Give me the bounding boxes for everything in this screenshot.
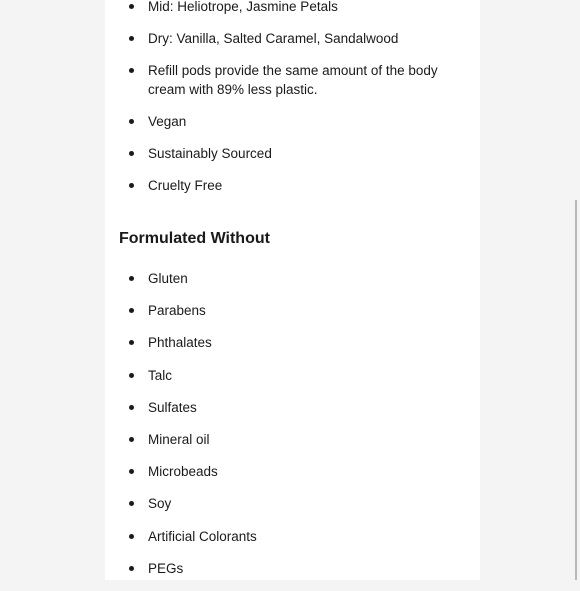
list-item-text: Phthalates (148, 335, 212, 351)
bullet-icon (129, 469, 134, 474)
list-item (148, 112, 463, 131)
list-item-text: Dry: Vanilla, Salted Caramel, Sandalwood (148, 31, 399, 46)
list-item (148, 430, 448, 449)
list-item (148, 559, 448, 578)
list-item (148, 398, 448, 417)
bullet-icon (129, 405, 134, 410)
list-item-text: Vegan (148, 114, 187, 129)
list-item (148, 61, 463, 99)
list-item-text: Soy (148, 496, 172, 512)
list-item-text: Mid: Heliotrope, Jasmine Petals (148, 0, 338, 14)
formulated-without-list (148, 269, 448, 591)
bullet-icon (129, 340, 134, 345)
list-item (148, 527, 448, 546)
list-item-text: PEGs (148, 560, 184, 576)
list-item-text: Mineral oil (148, 431, 210, 447)
list-item (148, 366, 448, 385)
list-item (148, 494, 448, 513)
list-item (148, 269, 448, 288)
bullet-icon (129, 308, 134, 313)
list-item-text: Parabens (148, 303, 206, 319)
section-heading: Formulated Without (119, 230, 270, 247)
list-item-text: Cruelty Free (148, 178, 223, 193)
bullet-icon (129, 4, 134, 9)
list-item (148, 0, 463, 16)
product-notes-list (148, 0, 463, 208)
bullet-icon (129, 119, 134, 124)
bullet-icon (129, 276, 134, 281)
list-item-text: Sustainably Sourced (148, 146, 272, 161)
bullet-icon (129, 151, 134, 156)
bullet-icon (129, 534, 134, 539)
list-item-text: Talc (148, 367, 173, 383)
product-details-panel (105, 0, 480, 580)
list-item-text: Gluten (148, 271, 188, 286)
bullet-icon (129, 566, 134, 571)
list-item-text: Microbeads (148, 464, 218, 480)
list-item-text: Sulfates (148, 399, 197, 415)
list-item (148, 462, 448, 481)
scrollbar[interactable] (575, 200, 577, 580)
bullet-icon (129, 36, 134, 41)
bullet-icon (129, 437, 134, 442)
bullet-icon (129, 373, 134, 378)
list-item-text: Artificial Colorants (148, 528, 257, 544)
list-item (148, 301, 448, 320)
bullet-icon (129, 183, 134, 188)
list-item (148, 333, 448, 352)
list-item (148, 29, 463, 48)
bullet-icon (129, 68, 134, 73)
list-item (148, 144, 463, 163)
bullet-icon (129, 501, 134, 506)
list-item (148, 176, 463, 195)
list-item-text: Refill pods provide the same amount of the body cream with 89% less plastic. (148, 63, 438, 97)
